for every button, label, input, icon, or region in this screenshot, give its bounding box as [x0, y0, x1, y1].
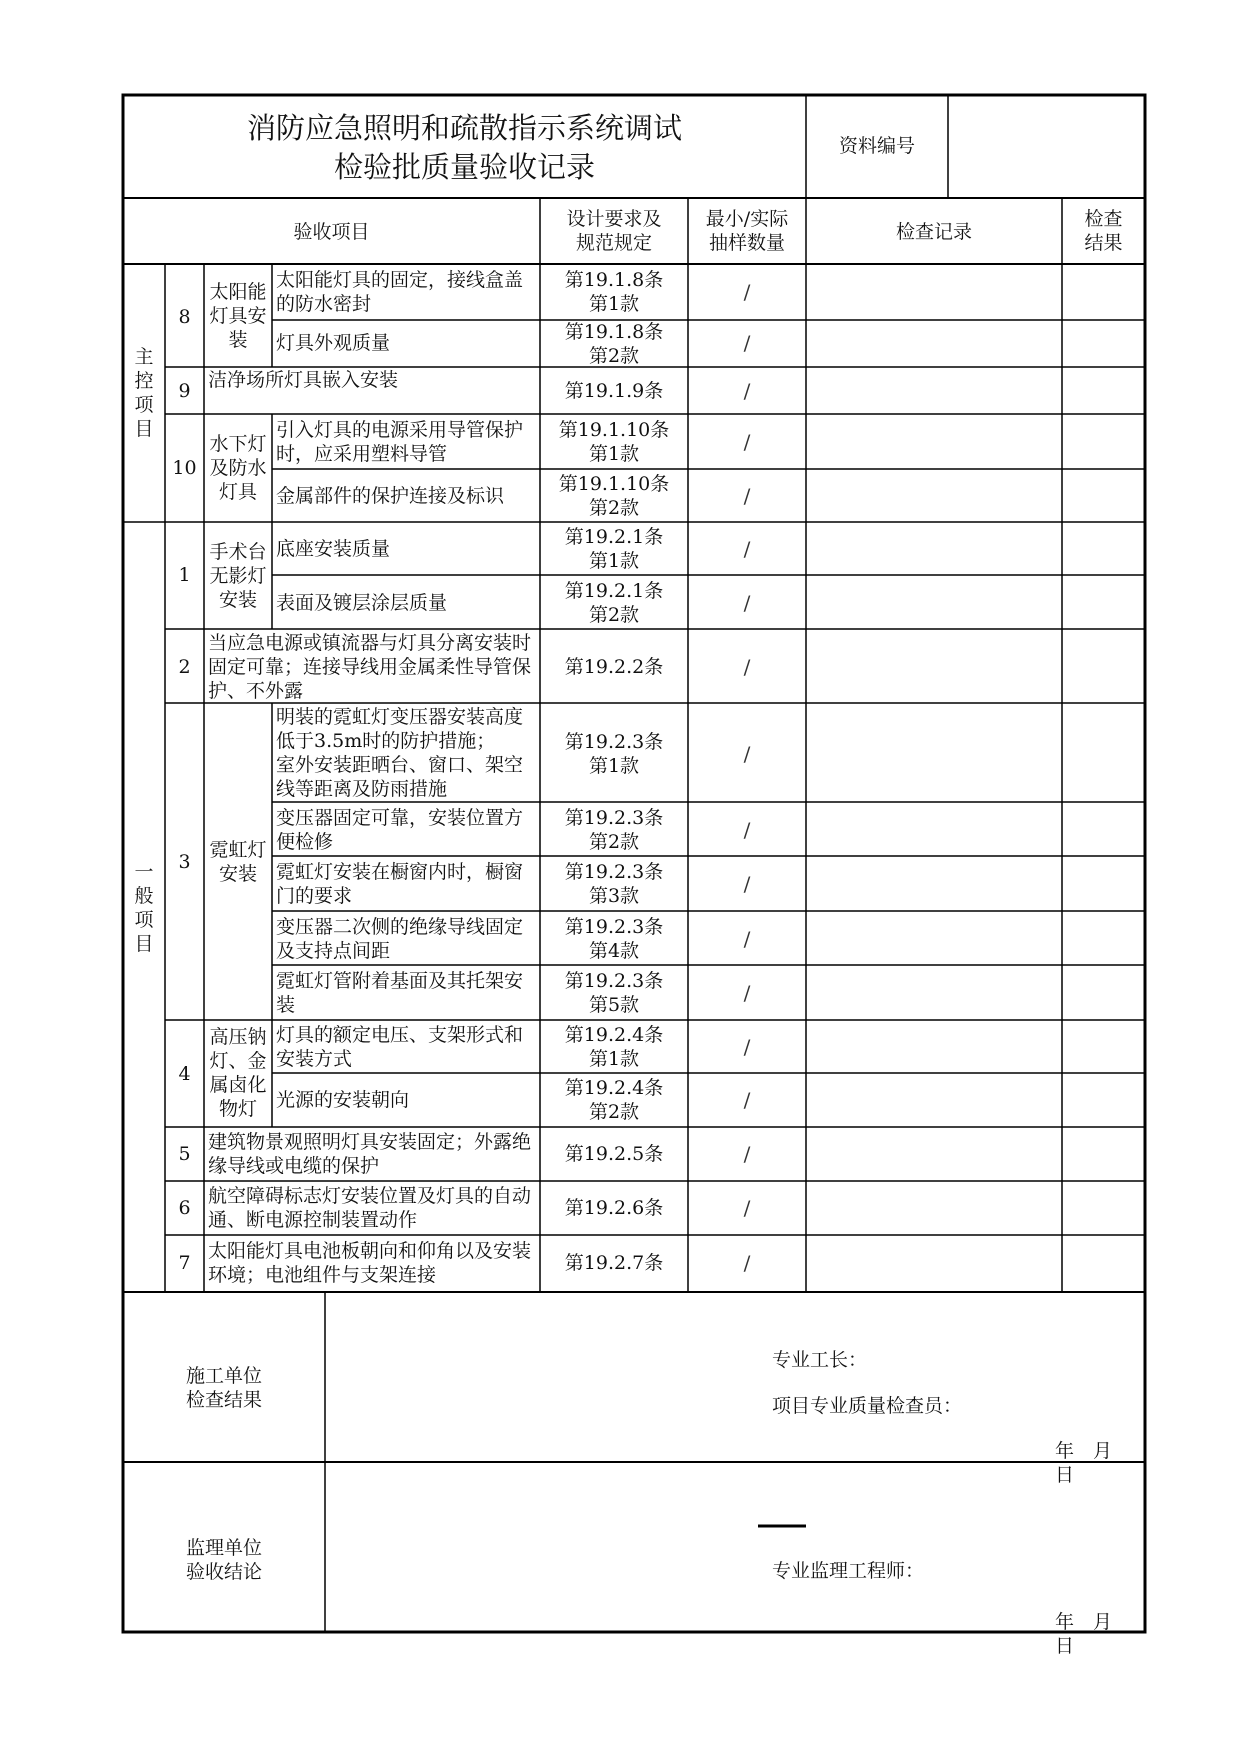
- supervising-engineer-signature-label: 专业监理工程师：: [772, 1560, 925, 1582]
- item-description: 灯具的额定电压、支架形式和 安装方式: [276, 1024, 524, 1070]
- spec-clause: 第19.1.10条 第2款: [558, 473, 670, 519]
- item-description: 太阳能灯具电池板朝向和仰角以及安装 环境；电池组件与支架连接: [208, 1240, 532, 1286]
- sample-count: /: [743, 1196, 751, 1220]
- spec-clause: 第19.2.1条 第1款: [564, 526, 664, 572]
- spec-clause: 第19.2.3条 第5款: [564, 970, 664, 1016]
- spec-clause: 第19.1.8条 第2款: [564, 321, 664, 367]
- item-description: 金属部件的保护连接及标识: [276, 485, 505, 507]
- item-group-label: 太阳能 灯具安 装: [209, 281, 267, 351]
- item-number: 6: [178, 1197, 191, 1219]
- section-general: 一 般 项 目: [134, 861, 154, 955]
- item-description: 航空障碍标志灯安装位置及灯具的自动 通、断电源控制装置动作: [208, 1185, 532, 1231]
- sample-count: /: [743, 591, 751, 615]
- item-number: 7: [178, 1252, 191, 1274]
- sample-count: /: [743, 430, 751, 454]
- sample-count: /: [743, 742, 751, 766]
- item-group-label: 水下灯 及防水 灯具: [209, 433, 267, 503]
- item-group-label: 霓虹灯 安装: [209, 839, 267, 885]
- col-header-item: 验收项目: [293, 221, 370, 243]
- sample-count: /: [743, 379, 751, 403]
- item-description: 灯具外观质量: [276, 332, 391, 354]
- spec-clause: 第19.2.3条 第2款: [564, 807, 664, 853]
- item-number: 10: [172, 457, 197, 479]
- spec-clause: 第19.2.2条: [564, 656, 664, 678]
- section-main-control: 主 控 项 目: [134, 346, 154, 440]
- item-description: 底座安装质量: [276, 538, 391, 560]
- spec-clause: 第19.1.8条 第1款: [564, 269, 664, 315]
- item-description: 变压器固定可靠，安装位置方 便检修: [276, 807, 524, 853]
- item-number: 9: [178, 380, 191, 402]
- sample-count: /: [743, 818, 751, 842]
- foreman-signature-label: 专业工长：: [772, 1349, 868, 1371]
- doc-number-label: 资料编号: [838, 135, 915, 157]
- col-header-result: 检查 结果: [1084, 208, 1123, 254]
- form-title-line-1: 消防应急照明和疏散指示系统调试: [246, 111, 682, 145]
- item-description: 霓虹灯管附着基面及其托架安 装: [276, 970, 524, 1016]
- quality-inspector-signature-label: 项目专业质量检查员：: [772, 1395, 963, 1417]
- construction-date: 年 月 日: [1055, 1440, 1132, 1486]
- construction-unit-label: 施工单位 检查结果: [185, 1365, 262, 1411]
- item-description: 太阳能灯具的固定，接线盒盖 的防水密封: [276, 269, 524, 315]
- spec-clause: 第19.2.4条 第1款: [564, 1024, 664, 1070]
- spec-clause: 第19.1.10条 第1款: [558, 419, 670, 465]
- col-header-sample: 最小/实际 抽样数量: [705, 208, 789, 254]
- supervision-date: 年 月 日: [1055, 1611, 1132, 1657]
- item-description: 引入灯具的电源采用导管保护 时，应采用塑料导管: [276, 419, 524, 465]
- spec-clause: 第19.2.6条: [564, 1197, 664, 1219]
- sample-count: /: [743, 981, 751, 1005]
- spec-clause: 第19.2.3条 第3款: [564, 861, 664, 907]
- sample-count: /: [743, 1142, 751, 1166]
- item-description: 霓虹灯安装在橱窗内时，橱窗 门的要求: [276, 861, 524, 907]
- sample-count: /: [743, 1251, 751, 1275]
- sample-count: /: [743, 331, 751, 355]
- spec-clause: 第19.2.4条 第2款: [564, 1077, 664, 1123]
- item-description: 光源的安装朝向: [276, 1089, 410, 1111]
- spec-clause: 第19.2.7条: [564, 1252, 664, 1274]
- item-group-label: 手术台 无影灯 安装: [209, 541, 267, 611]
- item-description: 当应急电源或镇流器与灯具分离安装时 固定可靠；连接导线用金属柔性导管保 护、不外露: [208, 632, 532, 702]
- item-description: 洁净场所灯具嵌入安装: [208, 369, 399, 391]
- form-title-line-2: 检验批质量验收记录: [333, 150, 595, 184]
- item-description: 表面及镀层涂层质量: [276, 592, 448, 614]
- sample-count: /: [743, 1088, 751, 1112]
- sample-count: /: [743, 927, 751, 951]
- item-description: 明装的霓虹灯变压器安装高度 低于3.5m时的防护措施； 室外安装距晒台、窗口、架空 线等距离及防雨措施: [276, 706, 524, 800]
- sample-count: /: [743, 537, 751, 561]
- item-description: 建筑物景观照明灯具安装固定；外露绝 缘导线或电缆的保护: [208, 1131, 532, 1177]
- spec-clause: 第19.2.3条 第4款: [564, 916, 664, 962]
- item-number: 1: [178, 564, 191, 586]
- spec-clause: 第19.2.1条 第2款: [564, 580, 664, 626]
- col-header-record: 检查记录: [895, 221, 972, 243]
- spec-clause: 第19.1.9条: [564, 380, 664, 402]
- item-number: 3: [178, 851, 191, 873]
- sample-count: /: [743, 1035, 751, 1059]
- sample-count: /: [743, 280, 751, 304]
- item-number: 4: [178, 1063, 191, 1085]
- item-number: 2: [178, 656, 191, 678]
- sample-count: /: [743, 484, 751, 508]
- supervision-unit-label: 监理单位 验收结论: [185, 1537, 262, 1583]
- item-number: 5: [178, 1143, 191, 1165]
- spec-clause: 第19.2.5条: [564, 1143, 664, 1165]
- item-description: 变压器二次侧的绝缘导线固定 及支持点间距: [276, 916, 524, 962]
- col-header-spec: 设计要求及 规范规定: [566, 208, 662, 254]
- item-group-label: 高压钠 灯、金 属卤化 物灯: [209, 1026, 267, 1120]
- sample-count: /: [743, 655, 751, 679]
- sample-count: /: [743, 872, 751, 896]
- spec-clause: 第19.2.3条 第1款: [564, 731, 664, 777]
- item-number: 8: [178, 306, 191, 328]
